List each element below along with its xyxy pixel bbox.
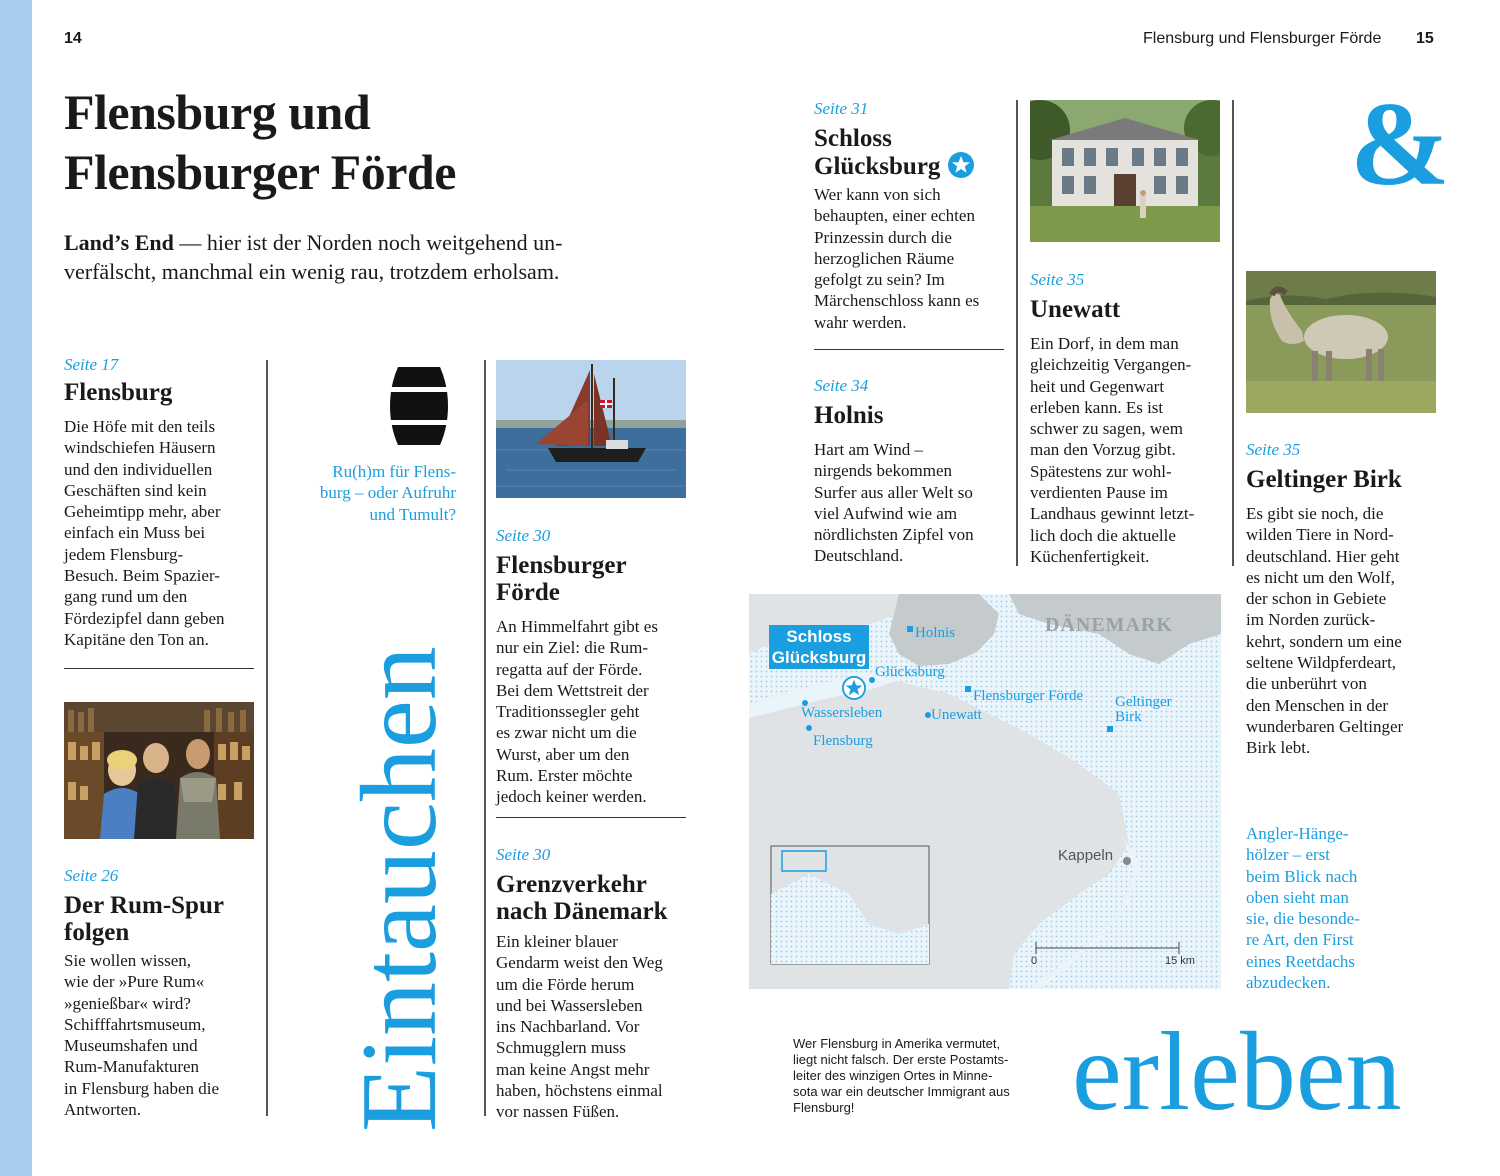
footnote-line: liegt nicht falsch. Der erste Postamts- <box>793 1052 1009 1067</box>
body-line: der schon in Gebiete <box>1246 589 1387 609</box>
caption-line: burg – oder Aufruhr <box>319 483 456 503</box>
barrel-icon <box>388 365 450 447</box>
column-rule <box>266 360 268 1116</box>
section-title <box>814 125 1014 180</box>
body-line: um die Förde herum <box>496 974 635 994</box>
section-body <box>64 416 264 650</box>
section-page-ref: Seite 30 <box>496 845 551 864</box>
section-page-ref: Seite 35 <box>1030 270 1085 289</box>
body-line: Rum. Erster möchte <box>496 766 633 786</box>
body-line: behaupten, einer echten <box>814 206 975 226</box>
body-line: gefolgt zu sein? Im <box>814 270 945 290</box>
body-line: Bei dem Wettstreit der <box>496 680 649 700</box>
body-line: viel Aufwind wie am <box>814 503 958 523</box>
section-page-ref: Seite 30 <box>496 526 551 545</box>
body-line: schwer zu sagen, wem <box>1030 419 1183 439</box>
map-marker <box>907 626 913 632</box>
map-label-gluecksburg: Glücksburg <box>875 664 945 680</box>
body-line: Ein Dorf, in dem man <box>1030 334 1179 353</box>
body-line: seltene Wildpferdeart, <box>1246 653 1397 673</box>
map-label-line: Geltinger <box>1115 694 1172 710</box>
body-line: Märchenschloss kann es <box>814 291 980 311</box>
body-line: Schmugglern muss <box>496 1038 626 1058</box>
section-title: Unewatt <box>1030 296 1121 323</box>
body-line: lich doch die aktuelle <box>1030 525 1176 545</box>
section-geltinger <box>1246 440 1456 759</box>
footnote-line: Wer Flensburg in Amerika vermutet, <box>793 1036 1001 1051</box>
body-line: Prinzessin durch die <box>814 227 952 247</box>
column-rule <box>484 360 486 1116</box>
body-line: Geheimtipp mehr, aber <box>64 502 221 522</box>
body-line: Schifffahrtsmuseum, <box>64 1014 206 1034</box>
caption-line: sie, die besonde- <box>1246 909 1360 929</box>
angler-caption <box>1246 823 1436 993</box>
wild-horse-photo <box>1246 271 1436 413</box>
section-rum-spur <box>64 866 264 1120</box>
footnote <box>793 1036 1053 1116</box>
body-line: Landhaus gewinnt letzt- <box>1030 504 1195 524</box>
title-line: Grenzverkehr <box>496 871 647 898</box>
body-line: wahr werden. <box>814 312 907 332</box>
body-line: Hart am Wind – <box>814 440 924 459</box>
body-line: und den individuellen <box>64 459 213 479</box>
caption-line: und Tumult? <box>369 504 456 524</box>
map-marker <box>1107 726 1113 732</box>
body-line: vor nassen Füßen. <box>496 1102 620 1122</box>
star-icon <box>842 676 866 700</box>
sailing-ship-photo <box>496 360 686 498</box>
body-line: Geschäften sind kein <box>64 480 207 500</box>
body-line: Museumshafen und <box>64 1036 198 1056</box>
body-line: in Flensburg haben die <box>64 1078 220 1098</box>
section-title <box>496 552 696 606</box>
section-page-ref: Seite 35 <box>1246 440 1301 459</box>
body-line: Birk lebt. <box>1246 738 1311 758</box>
body-line: Gendarm weist den Weg <box>496 953 663 973</box>
erleben-heading: erleben <box>1072 1010 1402 1134</box>
title-line: Der Rum-Spur <box>64 892 224 919</box>
section-body <box>814 439 1014 567</box>
map-label-flensburg: Flensburg <box>813 733 873 749</box>
map-label-wassersleben: Wassersleben <box>801 705 883 721</box>
divider <box>496 817 686 818</box>
body-line: einfach ein Muss bei <box>64 523 206 543</box>
title-line: Schloss <box>814 125 892 152</box>
intro-text1: — hier ist der Norden noch weitgehend un- <box>173 230 563 255</box>
footnote-line: Flensburg! <box>793 1100 855 1115</box>
body-line: nördlichsten Zipfel von <box>814 525 974 545</box>
body-line: man den Vorzug gibt. <box>1030 440 1176 460</box>
body-line: verdienten Pause im <box>1030 483 1168 503</box>
page-title <box>64 82 456 202</box>
section-body <box>496 931 696 1123</box>
caption-line: beim Blick nach <box>1246 866 1358 886</box>
body-line: herzoglichen Räume <box>814 248 955 268</box>
region-map <box>749 594 1221 989</box>
divider <box>814 349 1004 350</box>
map-scale-start: 0 <box>1031 955 1038 967</box>
caption-line: Angler-Hänge- <box>1246 824 1349 843</box>
eintauchen-heading: Eintauchen <box>340 646 459 1132</box>
body-line: Traditionssegler geht <box>496 702 640 722</box>
footnote-line: sota war ein deutscher Immigrant aus <box>793 1084 1010 1099</box>
map-country-label: DÄNEMARK <box>1045 614 1173 636</box>
section-title: Geltinger Birk <box>1246 466 1402 493</box>
section-body <box>496 616 696 808</box>
body-line: regatta auf der Förde. <box>496 659 643 679</box>
intro-lead: Land’s End <box>64 230 174 255</box>
body-line: Ein kleiner blauer <box>496 932 618 951</box>
rum-shop-photo <box>64 702 254 839</box>
divider <box>64 668 254 669</box>
column-rule <box>1016 100 1018 566</box>
caption-line: Ru(h)m für Flens- <box>332 462 456 481</box>
body-line: gleichzeitig Vergangen- <box>1030 355 1192 375</box>
map-label-holnis: Holnis <box>915 625 956 641</box>
caption-line: hölzer – erst <box>1246 845 1331 865</box>
body-line: Spätestens zur wohl- <box>1030 461 1172 481</box>
body-line: heit und Gegenwart <box>1030 376 1165 396</box>
section-body <box>814 184 1014 333</box>
section-page-ref: Seite 26 <box>64 866 119 885</box>
map-label-unewatt: Unewatt <box>931 707 982 723</box>
body-line: jedem Flensburg- <box>64 544 184 564</box>
section-gluecksburg <box>814 99 1014 333</box>
map-highlight-label <box>769 625 869 669</box>
section-body <box>1030 333 1230 567</box>
section-unewatt <box>1030 270 1230 567</box>
body-line: Küchenfertigkeit. <box>1030 546 1150 566</box>
title-line: folgen <box>64 919 130 946</box>
section-page-ref: Seite 17 <box>64 355 119 374</box>
page-title-line2: Flensburger Förde <box>64 144 456 200</box>
body-line: Fördezipfel dann geben <box>64 608 225 628</box>
intro-text2: verfälscht, manchmal ein wenig rau, trotzdem erholsam. <box>64 259 560 284</box>
page-number-left: 14 <box>64 30 82 47</box>
section-foerde <box>496 526 696 808</box>
section-title: Flensburg <box>64 379 173 406</box>
body-line: und bei Wassersleben <box>496 995 643 1015</box>
map-marker <box>965 686 971 692</box>
body-line: wilden Tiere in Nord- <box>1246 525 1394 545</box>
page-number-right: 15 <box>1416 30 1434 47</box>
body-line: ins Nachbarland. Vor <box>496 1017 640 1037</box>
manor-house-photo <box>1030 100 1220 242</box>
intro-paragraph <box>64 228 664 286</box>
caption-line: abzudecken. <box>1246 973 1331 993</box>
map-scale-end: 15 km <box>1165 955 1195 967</box>
highlight-line: Schloss <box>786 627 852 646</box>
section-title <box>64 892 264 946</box>
footnote-line: leiter des winzigen Ortes in Minne- <box>793 1068 993 1083</box>
map-marker <box>806 725 812 731</box>
section-body <box>1246 503 1456 759</box>
map-label-line: Birk <box>1115 709 1142 725</box>
body-line: haben, höchstens einmal <box>496 1081 663 1101</box>
body-line: erleben kann. Es ist <box>1030 397 1164 417</box>
title-line: Flensburger <box>496 552 627 579</box>
body-line: Deutschland. <box>814 546 904 566</box>
body-line: die unberührt von <box>1246 674 1367 694</box>
map-label-foerde: Flensburger Förde <box>973 688 1084 704</box>
body-line: Wurst, aber um den <box>496 744 630 764</box>
section-title: Holnis <box>814 402 884 429</box>
body-line: im Norden zurück- <box>1246 610 1376 630</box>
title-line: Förde <box>496 579 560 606</box>
running-head: Flensburg und Flensburger Förde <box>1143 30 1382 47</box>
body-line: Surfer aus aller Welt so <box>814 482 973 502</box>
star-icon <box>948 152 974 178</box>
section-flensburg <box>64 355 264 650</box>
body-line: Die Höfe mit den teils <box>64 417 216 436</box>
body-line: man keine Angst mehr <box>496 1059 650 1079</box>
section-page-ref: Seite 31 <box>814 99 869 118</box>
body-line: windschiefen Häusern <box>64 438 216 458</box>
map-label-kappeln: Kappeln <box>1058 847 1114 864</box>
body-line: es zwar nicht um die <box>496 723 637 743</box>
body-line: An Himmelfahrt gibt es <box>496 617 658 636</box>
body-line: Antworten. <box>64 1100 141 1120</box>
section-body <box>64 950 264 1120</box>
body-line: wie der »Pure Rum« <box>64 972 205 992</box>
highlight-line: Glücksburg <box>771 648 867 667</box>
caption-line: re Art, den First <box>1246 930 1354 950</box>
section-page-ref: Seite 34 <box>814 376 869 395</box>
page-edge-band <box>0 0 32 1176</box>
title-line: nach Dänemark <box>496 898 668 925</box>
rum-caption <box>280 461 456 525</box>
map-label-geltinger <box>1115 695 1172 725</box>
map-marker <box>1123 857 1131 865</box>
ampersand-heading: & <box>1350 77 1450 210</box>
caption-line: oben sieht man <box>1246 887 1349 907</box>
page-title-line1: Flensburg und <box>64 84 371 140</box>
title-line: Glücksburg <box>814 153 941 180</box>
body-line: deutschland. Hier geht <box>1246 546 1400 566</box>
body-line: »genießbar« wird? <box>64 993 191 1013</box>
body-line: nur ein Ziel: die Rum- <box>496 638 649 658</box>
body-line: Es gibt sie noch, die <box>1246 504 1384 523</box>
body-line: wunderbaren Geltinger <box>1246 716 1404 736</box>
body-line: Wer kann von sich <box>814 185 941 204</box>
section-title <box>496 871 696 925</box>
section-holnis <box>814 376 1014 567</box>
column-rule <box>1232 100 1234 566</box>
body-line: Rum-Manufakturen <box>64 1057 200 1077</box>
body-line: jedoch keiner werden. <box>496 787 647 807</box>
section-grenzverkehr <box>496 845 696 1123</box>
body-line: Sie wollen wissen, <box>64 951 192 970</box>
body-line: nirgends bekommen <box>814 461 953 481</box>
body-line: kehrt, sondern um eine <box>1246 631 1402 651</box>
body-line: Kapitäne den Ton an. <box>64 629 209 649</box>
caption-line: eines Reetdachs <box>1246 951 1356 971</box>
body-line: gang rund um den <box>64 587 188 607</box>
body-line: es nicht um den Wolf, <box>1246 567 1395 587</box>
body-line: Besuch. Beim Spazier- <box>64 566 220 586</box>
body-line: den Menschen in der <box>1246 695 1389 715</box>
